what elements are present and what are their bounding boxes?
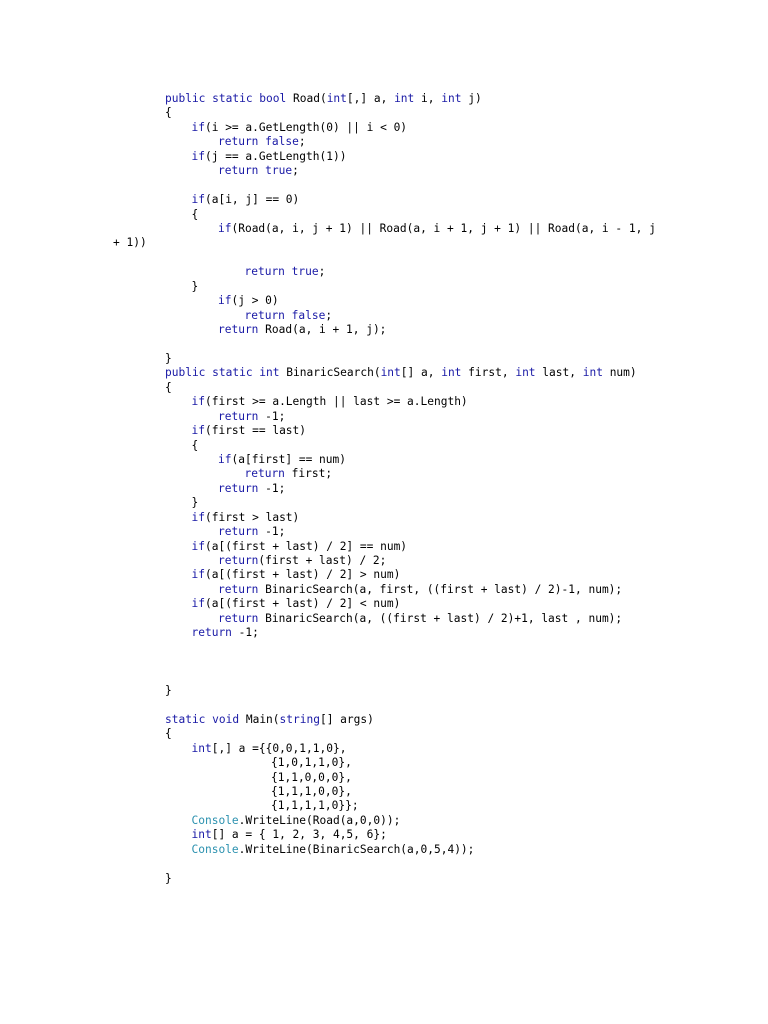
code-keyword: int <box>326 92 347 105</box>
code-text: num) <box>609 366 637 380</box>
code-keyword: return <box>244 467 285 481</box>
code-text: { <box>165 727 172 741</box>
code-keyword: if <box>218 294 232 308</box>
code-keyword: if <box>218 452 232 466</box>
code-line <box>0 467 768 481</box>
code-line <box>0 352 768 366</box>
code-line <box>0 410 768 424</box>
code-text: {1,1,1,0,0}, <box>271 785 352 798</box>
code-keyword: if <box>191 568 205 582</box>
code-text: (Road(a, i, j + 1) || Road(a, i + 1, j + 1) || Road(a, i - 1, j <box>231 221 656 235</box>
code-line <box>0 453 768 467</box>
code-keyword: return false <box>218 135 299 149</box>
code-keyword: return <box>191 626 232 640</box>
code-text: ; <box>298 135 306 149</box>
code-line <box>0 106 768 120</box>
code-line <box>0 843 768 857</box>
code-line <box>0 482 768 496</box>
code-line <box>0 785 768 799</box>
code-text: (a[(first + last) / 2] == num) <box>204 539 408 553</box>
code-text: { <box>165 380 172 394</box>
code-keyword: return <box>218 554 259 567</box>
code-text: ; <box>325 308 333 322</box>
code-text: BinaricSearch(a, ((first + last) / 2)+1, last , num); <box>265 611 623 625</box>
code-keyword: int <box>191 828 212 842</box>
code-keyword: return <box>218 582 259 596</box>
code-text: BinaricSearch(a, first, ((first + last) / 2)-1, num); <box>265 582 623 596</box>
code-keyword: if <box>191 193 205 207</box>
code-line <box>0 828 768 842</box>
code-keyword: public static int <box>165 366 280 380</box>
code-text: [,] a, <box>346 92 395 105</box>
code-keyword: return <box>218 323 259 336</box>
code-line <box>0 265 768 279</box>
code-line <box>0 799 768 813</box>
code-line <box>0 713 768 727</box>
code-line <box>0 366 768 380</box>
code-text: (a[first] == num) <box>231 452 346 466</box>
code-line <box>0 164 768 178</box>
code-text: ; <box>318 265 326 279</box>
code-listing <box>0 92 768 886</box>
code-text: first, <box>468 366 516 380</box>
code-text: {1,1,0,0,0}, <box>271 770 352 784</box>
code-text: (j > 0) <box>231 294 279 308</box>
code-keyword: if <box>191 395 205 409</box>
code-keyword: int <box>515 366 536 380</box>
code-line <box>0 193 768 207</box>
code-keyword: int <box>441 92 462 105</box>
code-line <box>0 135 768 149</box>
code-keyword: if <box>218 221 232 235</box>
code-line <box>0 381 768 395</box>
code-text: Road(a, i + 1, j); <box>265 323 387 336</box>
code-text: last, <box>542 366 583 380</box>
code-line <box>0 323 768 337</box>
code-line <box>0 872 768 886</box>
code-text: {1,1,1,1,0}}; <box>271 799 359 813</box>
code-text: } <box>165 871 172 885</box>
code-line <box>0 251 768 265</box>
code-keyword: string <box>279 712 320 726</box>
code-keyword: static void <box>165 712 240 726</box>
code-text: ; <box>292 164 299 178</box>
code-text: { <box>165 106 172 120</box>
code-line <box>0 92 768 106</box>
code-text: i, <box>421 92 442 105</box>
code-text: (j == a.GetLength(1)) <box>204 149 347 163</box>
code-text: {1,0,1,1,0}, <box>271 756 352 770</box>
code-line <box>0 568 768 582</box>
code-text: (first + last) / 2; <box>258 554 387 567</box>
code-keyword: int <box>191 741 212 755</box>
code-keyword: return <box>218 481 259 495</box>
code-keyword: int <box>441 366 462 380</box>
code-keyword: public static bool <box>165 92 287 105</box>
code-line <box>0 612 768 626</box>
code-line <box>0 857 768 871</box>
code-text: [] a, <box>400 366 442 380</box>
code-line <box>0 626 768 640</box>
code-line <box>0 236 768 250</box>
code-text: first; <box>291 467 333 481</box>
code-text: -1; <box>265 525 286 539</box>
code-keyword: if <box>191 149 205 163</box>
code-line <box>0 583 768 597</box>
code-keyword: return <box>218 611 259 625</box>
code-text: } <box>165 351 172 365</box>
code-keyword: int <box>394 92 415 105</box>
code-keyword: return <box>218 525 259 539</box>
code-text: (first == last) <box>204 424 307 438</box>
code-line <box>0 309 768 323</box>
code-keyword: if <box>191 597 205 611</box>
code-text: } <box>191 496 199 510</box>
code-text: + 1)) <box>113 236 147 250</box>
code-text: [,] a ={{0,0,1,1,0}, <box>211 741 347 755</box>
code-line <box>0 742 768 756</box>
code-text: } <box>191 279 199 293</box>
code-keyword: if <box>191 120 205 134</box>
code-text: [] args) <box>319 712 374 726</box>
code-line <box>0 208 768 222</box>
code-text: } <box>165 683 172 697</box>
code-text: .WriteLine(BinaricSearch(a,0,5,4)); <box>238 842 475 856</box>
code-keyword: return false <box>244 308 326 322</box>
code-line <box>0 337 768 351</box>
code-text: -1; <box>265 481 286 495</box>
code-text: { <box>191 438 199 452</box>
code-text: -1; <box>265 409 286 423</box>
code-line <box>0 294 768 308</box>
code-text: (first >= a.Length || last >= a.Length) <box>204 395 468 409</box>
code-line <box>0 756 768 770</box>
code-text: (a[(first + last) / 2] < num) <box>204 597 401 611</box>
code-text: .WriteLine(Road(a,0,0)); <box>238 813 401 827</box>
code-type-name: Console <box>191 813 239 827</box>
code-text: (i >= a.GetLength(0) || i < 0) <box>204 120 408 134</box>
code-text: [] a = { 1, 2, 3, 4,5, 6}; <box>211 828 387 842</box>
code-type-name: Console <box>191 842 239 856</box>
code-line <box>0 511 768 525</box>
code-line <box>0 121 768 135</box>
code-line <box>0 280 768 294</box>
code-line <box>0 525 768 539</box>
code-line <box>0 727 768 741</box>
code-line <box>0 684 768 698</box>
code-text: Main( <box>245 712 280 726</box>
code-keyword: return true <box>244 265 319 279</box>
code-line <box>0 150 768 164</box>
code-keyword: if <box>191 539 205 553</box>
code-line <box>0 655 768 669</box>
code-line <box>0 814 768 828</box>
code-text: (first > last) <box>204 510 300 524</box>
code-keyword: return true <box>218 164 293 178</box>
code-line <box>0 698 768 712</box>
code-text: BinaricSearch( <box>286 366 381 380</box>
code-text: Road( <box>293 92 327 105</box>
code-line <box>0 222 768 236</box>
code-text: (a[i, j] == 0) <box>204 193 300 207</box>
code-keyword: return <box>218 409 259 423</box>
code-text: j) <box>468 92 482 105</box>
code-line <box>0 554 768 568</box>
code-line <box>0 424 768 438</box>
code-line <box>0 641 768 655</box>
code-line <box>0 670 768 684</box>
code-keyword: if <box>191 510 205 524</box>
code-text: { <box>191 207 199 221</box>
code-line <box>0 771 768 785</box>
code-line <box>0 439 768 453</box>
code-keyword: int <box>380 366 401 380</box>
code-line <box>0 179 768 193</box>
code-line <box>0 540 768 554</box>
code-line <box>0 496 768 510</box>
code-keyword: if <box>191 424 205 438</box>
code-text: -1; <box>238 626 259 640</box>
code-line <box>0 597 768 611</box>
code-keyword: int <box>582 366 603 380</box>
code-line <box>0 395 768 409</box>
code-text: (a[(first + last) / 2] > num) <box>204 568 401 582</box>
